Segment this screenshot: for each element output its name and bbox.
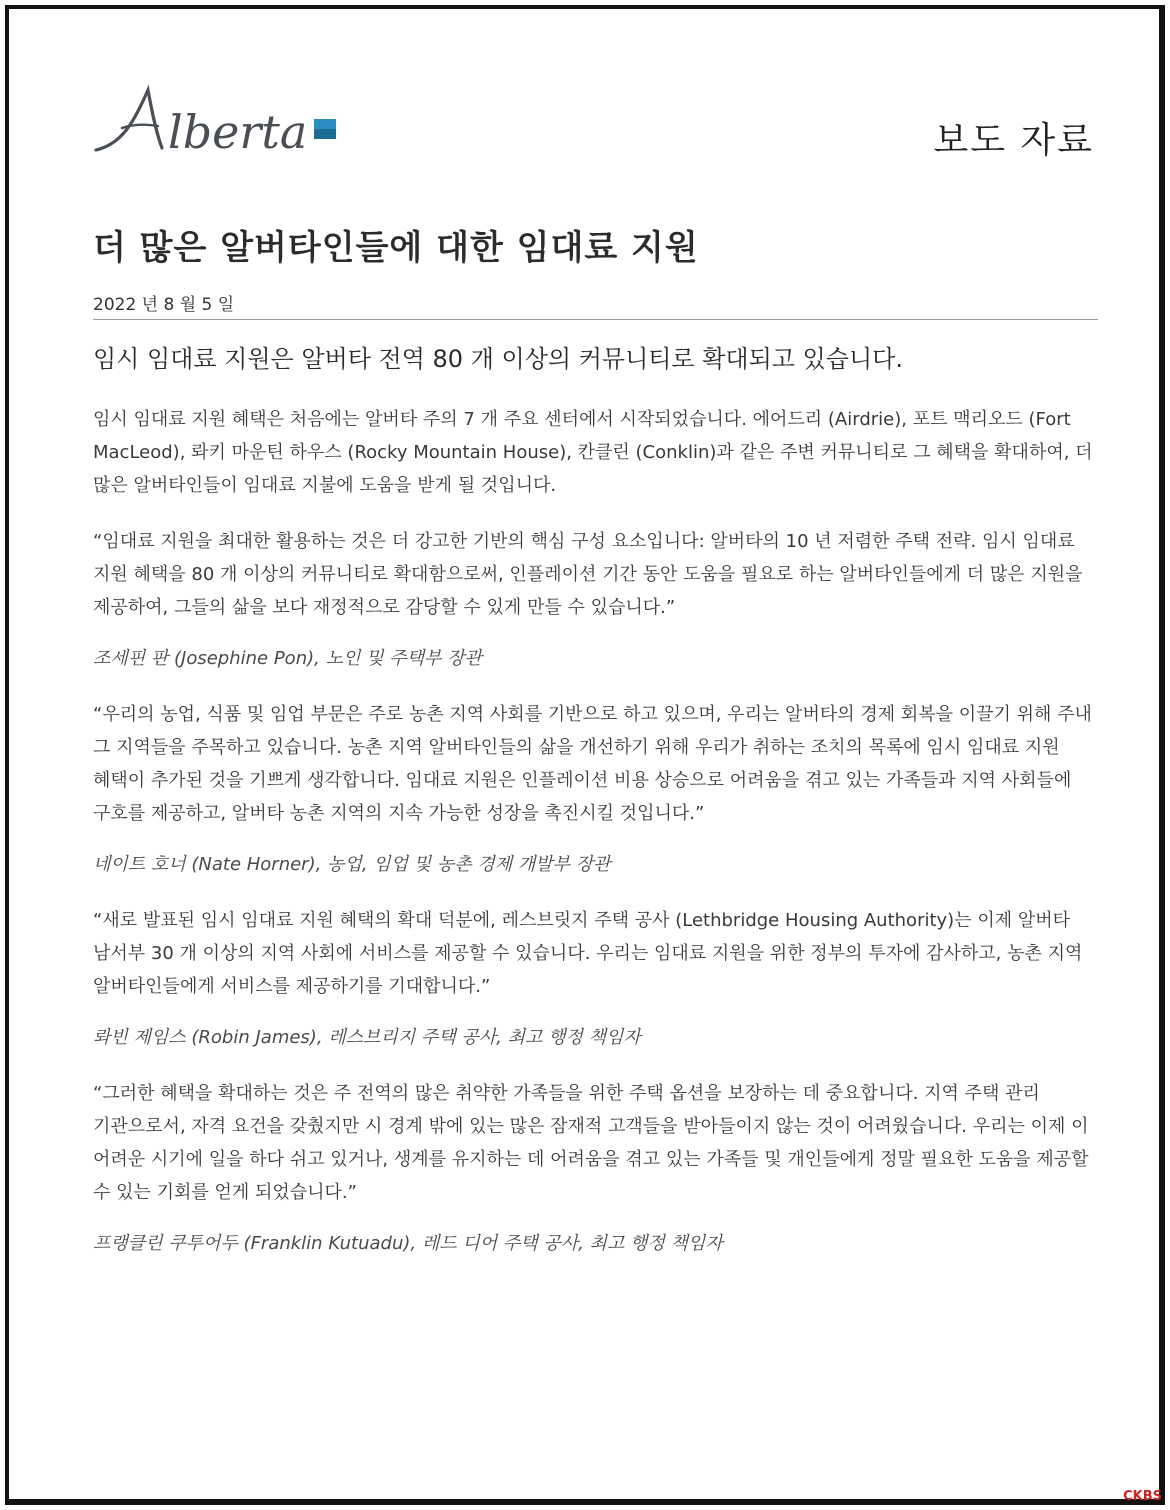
article-body [93,403,1103,1260]
release-date: 2022 년 8 월 5 일 [93,295,235,315]
quote-paragraph: “새로 발표된 임시 임대료 지원 혜택의 확대 덕분에, 레스브릿지 주택 공사 (Lethbridge Housing Authority)는 이제 알버타 남서부 30 개 이상의 지역 사회에 서비스를 제공할 수 있습니다. 우리는 임대료 지원을 위한 정부의 투자에 감사하고, 농촌 지역 알버타인들에게 서비스를 제공하기를 기대합니다.” [93,910,1083,997]
quote-attribution: 네이트 호너 (Nate Horner), 농업, 임업 및 농촌 경제 개발부 장관 [93,854,611,875]
broadcaster-watermark: CKBS [1123,1489,1162,1504]
alberta-logo [92,82,342,162]
quote-attribution: 프랭클린 쿠투어두 (Franklin Kutuadu), 레드 디어 주택 공사, 최고 행정 책임자 [93,1233,723,1254]
page-title: 더 많은 알버타인들에 대한 임대료 지원 [93,228,699,268]
quote-paragraph: “우리의 농업, 식품 및 임업 부문은 주로 농촌 지역 사회를 기반으로 하고 있으며, 우리는 알버타의 경제 회복을 이끌기 위해 주내 그 지역들을 주목하고 있습니다. 농촌 지역 알버타인들의 삶을 개선하기 위해 우리가 취하는 조치의 목록에 임시 임대료 지원 혜택이 추가된 것을 기쁘게 생각합니다. 임대료 지원은 인플레이션 비용 상승으로 어려움을 겪고 있는 가족들과 지역 사회들에 구호를 제공하고, 알버타 농촌 지역의 지속 가능한 성장을 촉진시킬 것입니다.” [93,704,1092,824]
intro-paragraph: 임시 임대료 지원 혜택은 처음에는 알버타 주의 7 개 주요 센터에서 시작되었습니다. 에어드리 (Airdrie), 포트 맥리오드 (Fort MacLeod), 롸키 마운틴 하우스 (Rocky Mountain House), 칸클린 (Conklin)과 같은 주변 커뮤니티로 그 혜택을 확대하여, 더 많은 알버타인들이 임대료 지불에 도움을 받게 될 것입니다. [93,409,1093,496]
svg-text:lberta: lberta [168,105,308,159]
quote-paragraph: “그러한 혜택을 확대하는 것은 주 전역의 많은 취약한 가족들을 위한 주택 옵션을 보장하는 데 중요합니다. 지역 주택 관리 기관으로서, 자격 요건을 갖췄지만 시 경계 밖에 있는 많은 잠재적 고객들을 받아들이지 않는 것이 어려웠습니다. 우리는 이제 이 어려운 시기에 일을 하다 쉬고 있거나, 생계를 유지하는 데 어려움을 겪고 있는 가족들 및 개인들에게 정말 필요한 도움을 제공할 수 있는 기회를 얻게 되었습니다.” [93,1083,1089,1203]
divider [93,319,1098,320]
subheading: 임시 임대료 지원은 알버타 전역 80 개 이상의 커뮤니티로 확대되고 있습니다. [93,345,903,373]
quote-attribution: 롸빈 제임스 (Robin James), 레스브리지 주택 공사, 최고 행정 책임자 [93,1027,641,1048]
document-type-label: 보도 자료 [933,120,1094,161]
quote-paragraph: “임대료 지원을 최대한 활용하는 것은 더 강고한 기반의 핵심 구성 요소입니다: 알버타의 10 년 저렴한 주택 전략. 임시 임대료 지원 혜택을 80 개 이상의 커뮤니티로 확대함으로써, 인플레이션 기간 동안 도움을 필요로 하는 알버타인들에게 더 많은 지원을 제공하여, 그들의 삶을 보다 재정적으로 감당할 수 있게 만들 수 있습니다.” [93,531,1083,618]
quote-attribution: 조세핀 판 (Josephine Pon), 노인 및 주택부 장관 [93,648,482,669]
